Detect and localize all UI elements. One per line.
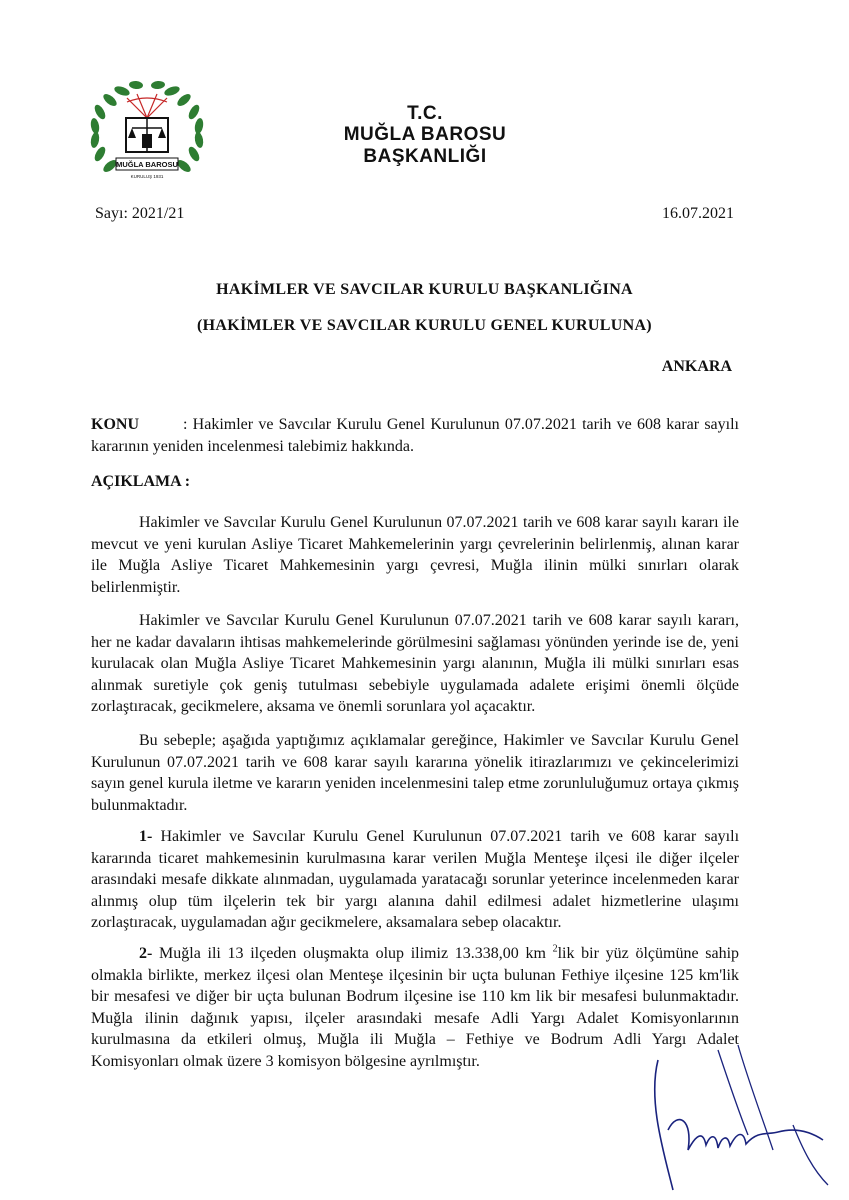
paragraph-item-1 xyxy=(91,826,739,934)
subject-text: : Hakimler ve Savcılar Kurulu Genel Kurulunun 07.07.2021 tarih ve 608 karar sayılı kararının yeniden incelenmesi talebimiz hakkında. xyxy=(91,416,739,455)
item-number: 1- xyxy=(139,828,153,845)
bar-association-logo xyxy=(82,72,212,188)
header-line-2: MUĞLA BAROSU BAŞKANLIĞI xyxy=(343,124,507,167)
addressee-line-1: HAKİMLER VE SAVCILAR KURULU BAŞKANLIĞINA xyxy=(216,281,633,298)
paragraph-3: Bu sebeple; aşağıda yaptığımız açıklamalar gereğince, Hakimler ve Savcılar Kurulu Genel Kurulunun 07.07.2021 tarih ve 608 karar sayılı kararına yönelik itirazlarımızı ve çekincelerimizi sayın genel kurula iletme ve kararın yeniden incelenmesini talep etme zorunluluğumuz ortaya çıkmış bulunmaktadır. xyxy=(91,732,739,814)
item-text: Hakimler ve Savcılar Kurulu Genel Kurulunun 07.07.2021 tarih ve 608 karar sayılı kararında ticaret mahkemesinin kurulmasına karar verilen Muğla Menteşe ilçesi ile diğer ilçeler arasındaki mesafe dikkate alınmadan, uygulamada yaratacağı sorunlar yeterince incelenmeden karar alınmış olup tüm ilçelerin tek bir yargı alanına dahil edilmesi adalet hizmetlerine ulaşımı zorlaştıracak, uygulamadan ağır gecikmelere, aksamalara sebep olacaktır. xyxy=(91,828,740,931)
header-line-1: T.C. xyxy=(407,103,443,124)
item-text-part-b: lik bir yüz ölçümüne sahip olmakla birlikte, merkez ilçesi olan Menteşe ilçesinin bir uçta bulunan Fethiye ilçesine 125 km'lik bir mesafesi ve diğer bir uçta bulunan Bodrum ilçesine ise 110 km lik bir mesafesi bulunmaktadır. Muğla ilinin dağınık yapısı, ilçeler arasındaki mesafe Adli Yargı Adalet Komisyonlarının kurulmasına da etkileri olmuş, Muğla ili Muğla – Fethiye ve Bodrum Adli Yargı Adalet Komisyonları olmak üzere 3 komisyon bölgesine ayrılmıştır. xyxy=(91,945,740,1070)
paragraph-2: Hakimler ve Savcılar Kurulu Genel Kurulunun 07.07.2021 tarih ve 608 karar sayılı kararı, her ne kadar davaların ihtisas mahkemelerinde görülmesini sağlaması yönünden yerinde ise de, yeni kurulacak olan Muğla Asliye Ticaret Mahkemesinin yargı alanının, Muğla ili mülki sınırları esas alınmak suretiyle çok geniş tutulması sebebiyle uygulamada adalete erişimi önemli ölçüde zorlaştıracak, gecikmelere, aksama ve önemli sorunlara yol açacaktır. xyxy=(91,612,739,715)
item-number: 2- xyxy=(139,945,153,962)
subject-label: KONU xyxy=(91,416,139,433)
logo-subtext: KURULUŞ 1931 xyxy=(130,174,164,179)
addressee-city: ANKARA xyxy=(661,358,732,375)
subject-paragraph xyxy=(91,414,739,457)
superscript: 2 xyxy=(552,943,558,955)
logo-text: MUĞLA BAROSU xyxy=(116,160,178,169)
item-text-part-a: Muğla ili 13 ilçeden oluşmakta olup ilimiz 13.338,00 km xyxy=(159,945,546,962)
addressee-line-2: (HAKİMLER VE SAVCILAR KURULU GENEL KURULUNA) xyxy=(197,317,652,334)
explanation-heading: AÇIKLAMA : xyxy=(91,473,191,490)
document-date: 16.07.2021 xyxy=(662,205,734,222)
document-number: Sayı: 2021/21 xyxy=(95,205,185,222)
signature xyxy=(618,1040,838,1200)
paragraph-1: Hakimler ve Savcılar Kurulu Genel Kurulunun 07.07.2021 tarih ve 608 karar sayılı kararı ile mevcut ve yeni kurulan Asliye Ticaret Mahkemelerinin yargı çevrelerinin belirlenmiş, alınan karar ile Muğla Asliye Ticaret Mahkemesinin yargı çevresi, Muğla ilinin mülki sınırları olarak belirlenmiştir. xyxy=(91,514,739,596)
